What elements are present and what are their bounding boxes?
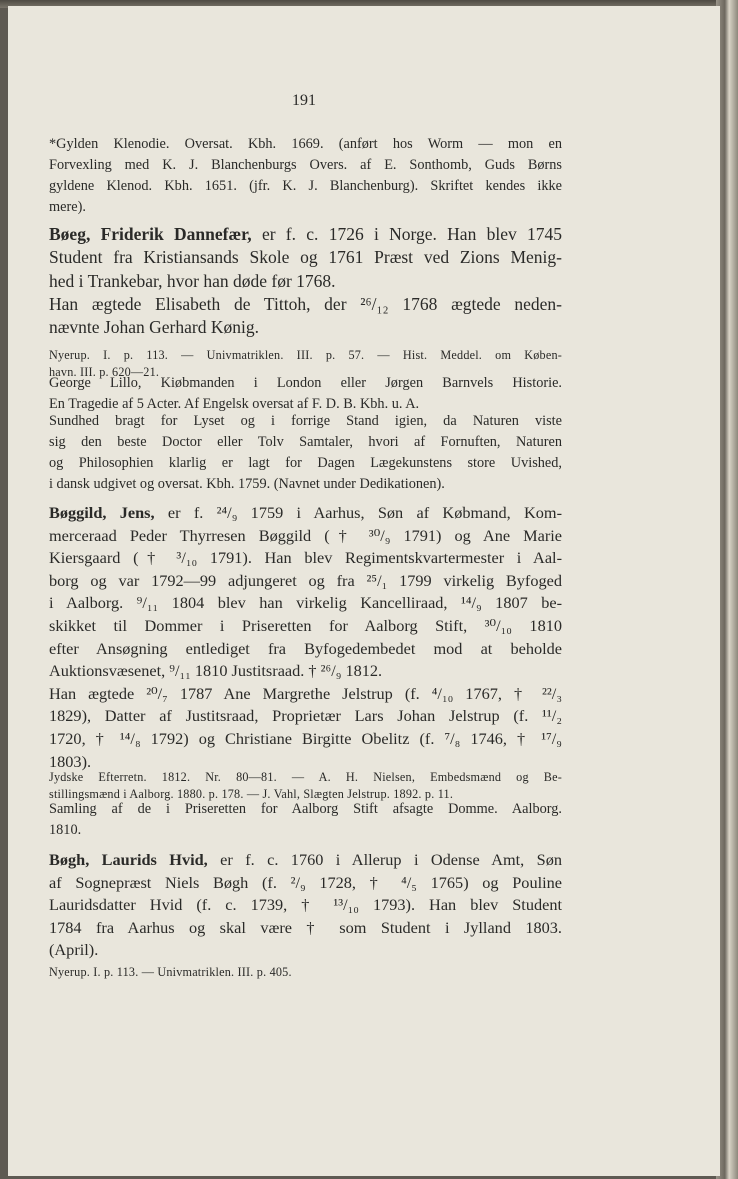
text-line: 1829), Datter af Justitsraad, Proprietær Lars Johan Jelstrup (f. ¹¹/₂ [49, 706, 562, 726]
text-line: Jydske Efterretn. 1812. Nr. 80—81. — A. H. Nielsen, Embedsmænd og Be- [49, 770, 562, 784]
text-line: Nyerup. I. p. 113. — Univmatriklen. III. p. 57. — Hist. Meddel. om Køben- [49, 348, 562, 362]
text-fragment: er f. ²⁴/₉ 1759 i Aarhus, Søn af Købmand, Kom- [154, 503, 562, 522]
text-line: sig den beste Doctor eller Tolv Samtaler, hvori af Fornuften, Naturen [49, 434, 562, 450]
text-fragment: er f. c. 1726 i Norge. Han blev 1745 [251, 224, 562, 244]
text-line: efter Ansøgning entlediget fra Byfogedembedet mod at beholde [49, 638, 562, 658]
text-line: Kiersgaard († ³/₁₀ 1791). Han blev Regimentskvartermester i Aal- [49, 548, 562, 568]
headword: Bøggild, Jens, [49, 503, 155, 522]
text-line: Han ægtede Elisabeth de Tittoh, der ²⁶/₁₂ 1768 ægtede neden- [49, 293, 562, 314]
headword: Bøgh, Laurids Hvid, [49, 850, 208, 869]
entry-samling [49, 799, 562, 841]
entry-george-lillo [49, 373, 562, 415]
text-line: Lauridsdatter Hvid (f. c. 1739, † ¹³/₁₀ 1793). Han blev Student [49, 895, 562, 915]
text-line: Samling af de i Priseretten for Aalborg Stift afsagte Domme. Aalborg. [49, 801, 562, 817]
text-line: Forvexling med K. J. Blanchenburgs Overs. af E. Sonthomb, Guds Børns [49, 157, 562, 173]
text-line [49, 849, 562, 872]
text-line: 1784 fra Aarhus og skal være † som Student i Jylland 1803. [49, 917, 562, 937]
text-line: borg og var 1792—99 adjungeret og fra ²⁵/₁ 1799 virkelig Byfoged [49, 570, 562, 590]
text-line: og Philosophien klarlig er lagt for Dagen Lægekunstens store Uvished, [49, 455, 562, 471]
page-number: 191 [292, 92, 316, 109]
text-line: hed i Trankebar, hvor han døde før 1768. [49, 270, 336, 291]
text-line: mere). [49, 199, 86, 215]
text-line: havn. III. p. 620—21. [49, 364, 160, 379]
text-line: gyldene Klenod. Kbh. 1651. (jfr. K. J. Blanchenburg). Skriftet kendes ikke [49, 178, 562, 194]
text-line: En Tragedie af 5 Acter. Af Engelsk oversat af F. D. B. Kbh. u. A. [49, 396, 420, 412]
text-line [49, 502, 562, 525]
entry-sundhed [49, 411, 562, 495]
citation-boggild [49, 769, 562, 802]
text-line: Auktionsvæsenet, ⁹/₁₁ 1810 Justitsraad. † ²⁶/₉ 1812. [49, 661, 383, 681]
text-line: i Aalborg. ⁹/₁₁ 1804 blev han virkelig Kancelliraad, ¹⁴/₉ 1807 be- [49, 593, 562, 613]
text-line: af Sognepræst Niels Bøgh (f. ²/₉ 1728, † ⁴/₅ 1765) og Pouline [49, 872, 562, 892]
text-line: nævnte Johan Gerhard Kønig. [49, 317, 259, 338]
text-line: merceraad Peder Thyrresen Bøggild († ³⁰/₉ 1791) og Ane Marie [49, 525, 562, 545]
entry-gylden-klenodie [49, 134, 562, 218]
book-page [8, 6, 720, 1176]
text-line: Sundhed bragt for Lyset og i forrige Stand igien, da Naturen viste [49, 413, 562, 429]
citation-bogh [49, 964, 562, 981]
headword: Bøeg, Friderik Dannefær, [49, 224, 252, 244]
text-line: i dansk udgivet og oversat. Kbh. 1759. (Navnet under Dedikationen). [49, 476, 445, 492]
text-line: George Lillo, Kiøbmanden i London eller Jørgen Barnvels Historie. [49, 375, 562, 391]
entry-boeg-friderik [49, 223, 562, 339]
text-line [49, 223, 562, 246]
text-fragment: er f. c. 1760 i Allerup i Odense Amt, Søn [207, 850, 562, 869]
text-line: 1810. [49, 822, 82, 838]
text-line: (April). [49, 940, 99, 960]
text-line: Han ægtede ²⁰/₇ 1787 Ane Margrethe Jelstrup (f. ⁴/₁₀ 1767, † ²²/₃ [49, 683, 562, 703]
entry-bogh-laurids [49, 849, 562, 962]
text-line: 1720, † ¹⁴/₈ 1792) og Christiane Birgitte Obelitz (f. ⁷/₈ 1746, † ¹⁷/₉ [49, 728, 562, 748]
text-line: Student fra Kristiansands Skole og 1761 Præst ved Zions Menig- [49, 247, 562, 268]
text-line: *Gylden Klenodie. Oversat. Kbh. 1669. (anført hos Worm — mon en [49, 136, 562, 152]
text-line: skikket til Dommer i Priseretten for Aalborg Stift, ³⁰/₁₀ 1810 [49, 615, 562, 635]
entry-boggild-jens [49, 502, 562, 773]
text-line: 1803). [49, 751, 92, 771]
text-line: Nyerup. I. p. 113. — Univmatriklen. III. p. 405. [49, 965, 292, 979]
text-line: stillingsmænd i Aalborg. 1880. p. 178. — J. Vahl, Slægten Jelstrup. 1892. p. 11. [49, 786, 454, 801]
